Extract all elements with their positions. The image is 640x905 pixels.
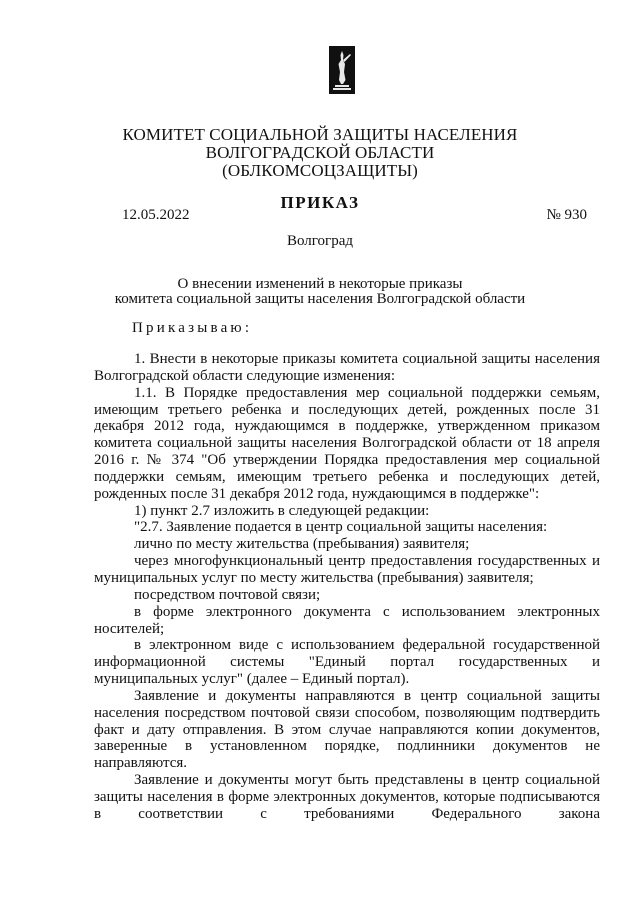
emblem-icon: [329, 46, 355, 94]
body-paragraph: "2.7. Заявление подается в центр социальной защиты населения:: [134, 519, 548, 536]
committee-name-line3: (ОБЛКОМСОЦЗАЩИТЫ): [222, 161, 418, 180]
body-paragraph: Заявление и документы могут быть представлены в центр социальной защиты населения в форме электронных документов, которые подписываются в соответствии с требованиями Федерального закона: [94, 772, 600, 822]
document-number: № 930: [546, 207, 587, 223]
body-paragraph: через многофункциональный центр предоставления государственных и муниципальных услуг по месту жительства (пребывания) заявителя;: [94, 553, 600, 586]
document-type: ПРИКАЗ: [280, 193, 360, 212]
body-paragraph: лично по месту жительства (пребывания) заявителя;: [134, 536, 470, 553]
body-paragraph: 1) пункт 2.7 изложить в следующей редакции:: [134, 502, 430, 519]
body-paragraph: посредством почтовой связи;: [134, 586, 321, 603]
document-subject-line2: комитета социальной защиты населения Волгоградской области: [114, 291, 526, 307]
body-paragraph: в электронном виде с использованием федеральной государственной информационной системы "Единый портал государственных и муниципальных услуг" (далее – Единый портал).: [94, 637, 600, 688]
body-paragraph: 1.1. В Порядке предоставления мер социальной поддержки семьям, имеющим третьего ребенка и последующих детей, рожденных после 31 декабря 2012 года, нуждающимся в поддержке, утвержденном приказом комитета социальной защиты населения Волгоградской области от 18 апреля 2016 г. № 374 "Об утверждении Порядка предоставления мер социальной поддержки семьям, имеющим третьего ребенка и последующих детей, рожденных после 31 декабря 2012 года, нуждающимся в поддержке":: [94, 384, 600, 502]
body-paragraph: Заявление и документы направляются в центр социальной защиты населения посредством почтовой связи способом, позволяющим подтвердить факт и дату отправления. В этом случае направляются копии документов, заверенные в установленном порядке, подлинники документов не направляются.: [94, 687, 600, 772]
order-word: Приказываю:: [132, 320, 253, 336]
body-paragraph: в форме электронного документа с использованием электронных носителей;: [94, 603, 600, 637]
committee-name-line1: КОМИТЕТ СОЦИАЛЬНОЙ ЗАЩИТЫ НАСЕЛЕНИЯ: [122, 125, 518, 144]
document-date: 12.05.2022: [122, 207, 190, 223]
body-paragraph: 1. Внести в некоторые приказы комитета социальной защиты населения Волгоградской области следующие изменения:: [94, 351, 600, 384]
document-body: [94, 351, 600, 823]
document-city: Волгоград: [286, 233, 353, 249]
document-subject-line1: О внесении изменений в некоторые приказы: [177, 276, 463, 292]
committee-name-line2: ВОЛГОГРАДСКОЙ ОБЛАСТИ: [205, 143, 435, 162]
